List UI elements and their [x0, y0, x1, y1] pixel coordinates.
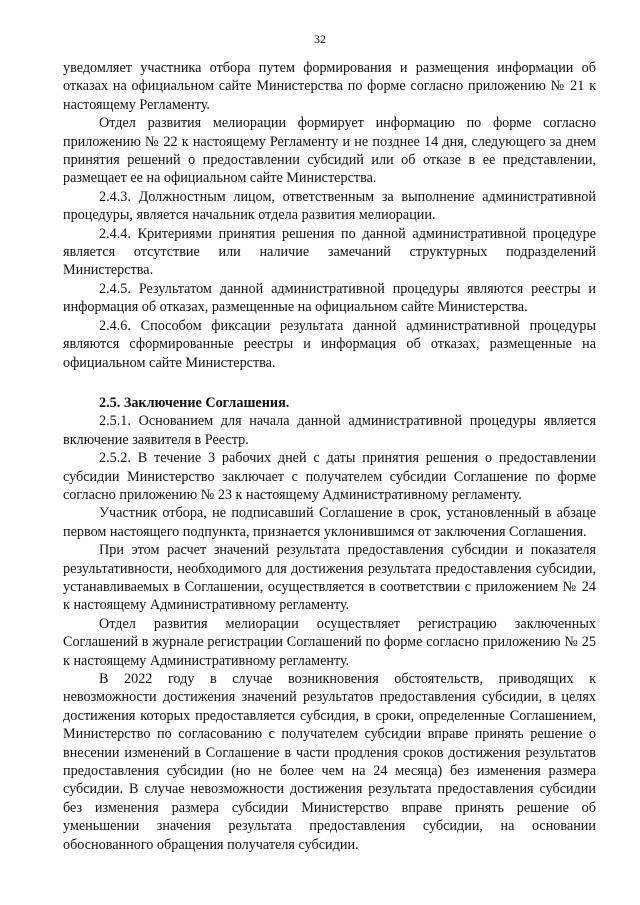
document-body	[63, 59, 596, 854]
paragraph: Отдел развития мелиорации формирует информацию по форме согласно приложению № 22 к настоящему Регламенту и не позднее 14 дня, следующего за днем принятия решений о предоставлении субсидий или об отказе в ее представлении, размещает ее на официальном сайте Министерства.	[63, 115, 596, 187]
section-heading: 2.5. Заключение Соглашения.	[99, 394, 290, 411]
paragraph: 2.4.3. Должностным лицом, ответственным за выполнение административной процедуры, является начальник отдела развития мелиорации.	[63, 188, 596, 224]
paragraph: 2.4.4. Критериями принятия решения по данной административной процедуре является отсутствие или наличие замечаний структурных подразделений Министерства.	[63, 225, 596, 279]
paragraph: 2.4.6. Способом фиксации результата данной административной процедуры являются сформированные реестры и информация об отказах, размещенные на официальном сайте Министерства.	[63, 317, 596, 371]
paragraph: 2.4.5. Результатом данной административной процедуры являются реестры и информация об отказах, размещенные на официальном сайте Министерства.	[63, 280, 596, 316]
paragraph: В 2022 году в случае возникновения обстоятельств, приводящих к невозможности достижения значений результатов предоставления субсидии, в целях достижения которых предоставляется субсидия, в сроки, определенные Соглашением, Министерство по согласованию с получателем субсидии вправе принять решение о внесении изменений в Соглашение в части продления сроков достижения результатов предоставления субсидии (но не более чем на 24 месяца) без изменения размера субсидии. В случае невозможности достижения результата предоставления субсидии без изменения размера субсидии Министерство вправе принять решение об уменьшении значения результата предоставления субсидии, на основании обоснованного обращения получателя субсидии.	[63, 671, 596, 853]
paragraph: Участник отбора, не подписавший Соглашение в срок, установленный в абзаце первом настоящего подпункта, признается уклонившимся от заключения Соглашения.	[63, 505, 596, 540]
paragraph: Отдел развития мелиорации осуществляет регистрацию заключенных Соглашений в журнале регистрации Соглашений по форме согласно приложению № 25 к настоящему Административному регламенту.	[63, 615, 596, 669]
paragraph: 2.5.1. Основанием для начала данной административной процедуры является включение заявителя в Реестр.	[63, 413, 596, 448]
paragraph: При этом расчет значений результата предоставления субсидии и показателя результативности, необходимого для достижения результата предоставления субсидии, устанавливаемых в Соглашении, осуществляется в соответствии с приложением № 24 к настоящему Административному регламенту.	[63, 542, 596, 614]
paragraph: 2.5.2. В течение 3 рабочих дней с даты принятия решения о предоставлении субсидии Министерство заключает с получателем субсидии Соглашение по форме согласно приложению № 23 к настоящему Административному регламенту.	[63, 450, 596, 503]
paragraph: уведомляет участника отбора путем формирования и размещения информации об отказах на официальном сайте Министерства по форме согласно приложению № 21 к настоящему Регламенту.	[63, 60, 596, 113]
page-number: 32	[314, 32, 326, 46]
